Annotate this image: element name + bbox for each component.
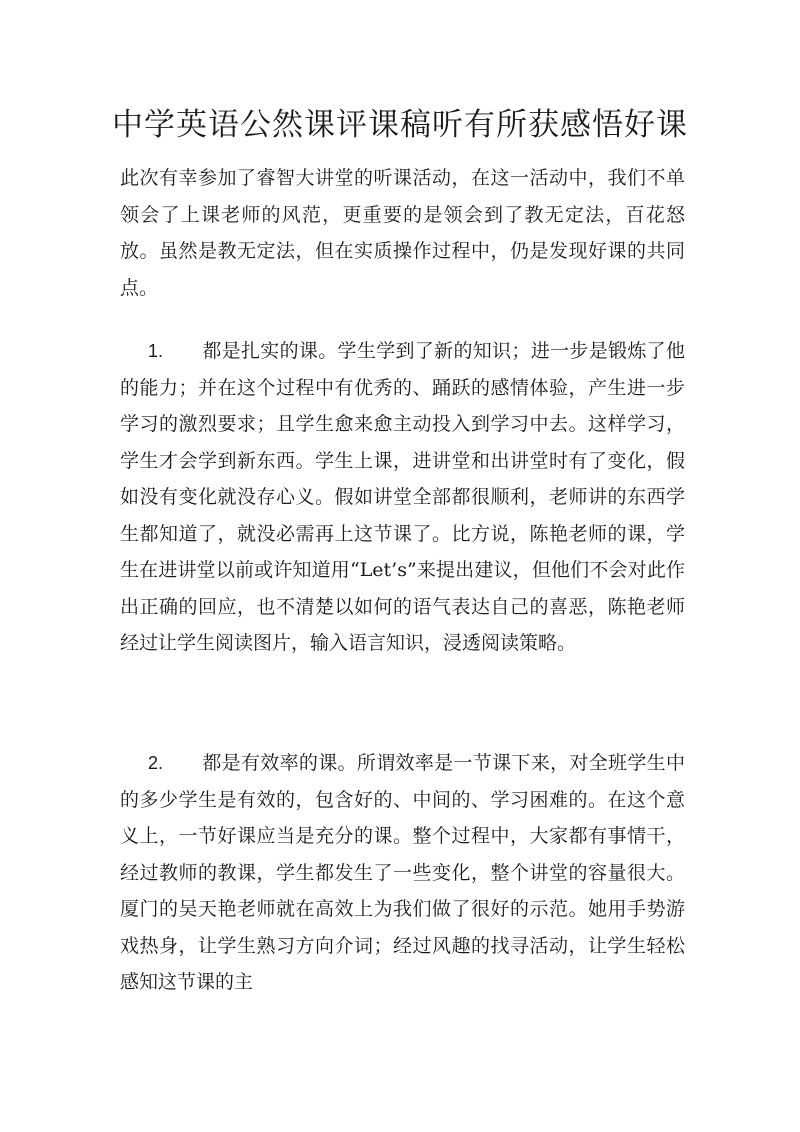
intro-paragraph: 此次有幸参加了睿智大讲堂的听课活动，在这一活动中，我们不单领会了上课老师的风范，更重要的是领会到了教无定法，百花怒放。虽然是教无定法，但在实质操作过程中，仍是发现好课的共同点。	[120, 167, 685, 299]
point-2-paragraph	[120, 745, 685, 1001]
point-1-number: 1.	[148, 341, 164, 361]
document-title: 中学英语公然课评课稿听有所获感悟好课	[112, 107, 688, 143]
point-1-paragraph	[120, 333, 685, 662]
point-2-text: 都是有效率的课。所谓效率是一节课下来，对全班学生中的多少学生是有效的，包含好的、中间的、学习困难的。在这个意义上，一节好课应当是充分的课。整个过程中，大家都有事情干，经过教师的教课，学生都发生了一些变化，整个讲堂的容量很大。厦门的吴天艳老师就在高效上为我们做了很好的示范。她用手势游戏热身，让学生熟习方向介词；经过风趣的找寻活动，让学生轻松感知这节课的主	[120, 752, 685, 993]
point-1-text: 都是扎实的课。学生学到了新的知识；进一步是锻炼了他的能力；并在这个过程中有优秀的、踊跃的感情体验，产生进一步学习的激烈要求；且学生愈来愈主动投入到学习中去。这样学习，学生才会学到新东西。学生上课，进讲堂和出讲堂时有了变化，假如没有变化就没存心义。假如讲堂全部都很顺利，老师讲的东西学生都知道了，就没必需再上这节课了。比方说，陈艳老师的课，学生在进讲堂以前或许知道用“Let’s”来提出建议，但他们不会对此作出正确的回应，也不清楚以如何的语气表达自己的喜恶，陈艳老师经过让学生阅读图片，输入语言知识，浸透阅读策略。	[120, 340, 685, 654]
point-2-number: 2.	[148, 753, 164, 773]
